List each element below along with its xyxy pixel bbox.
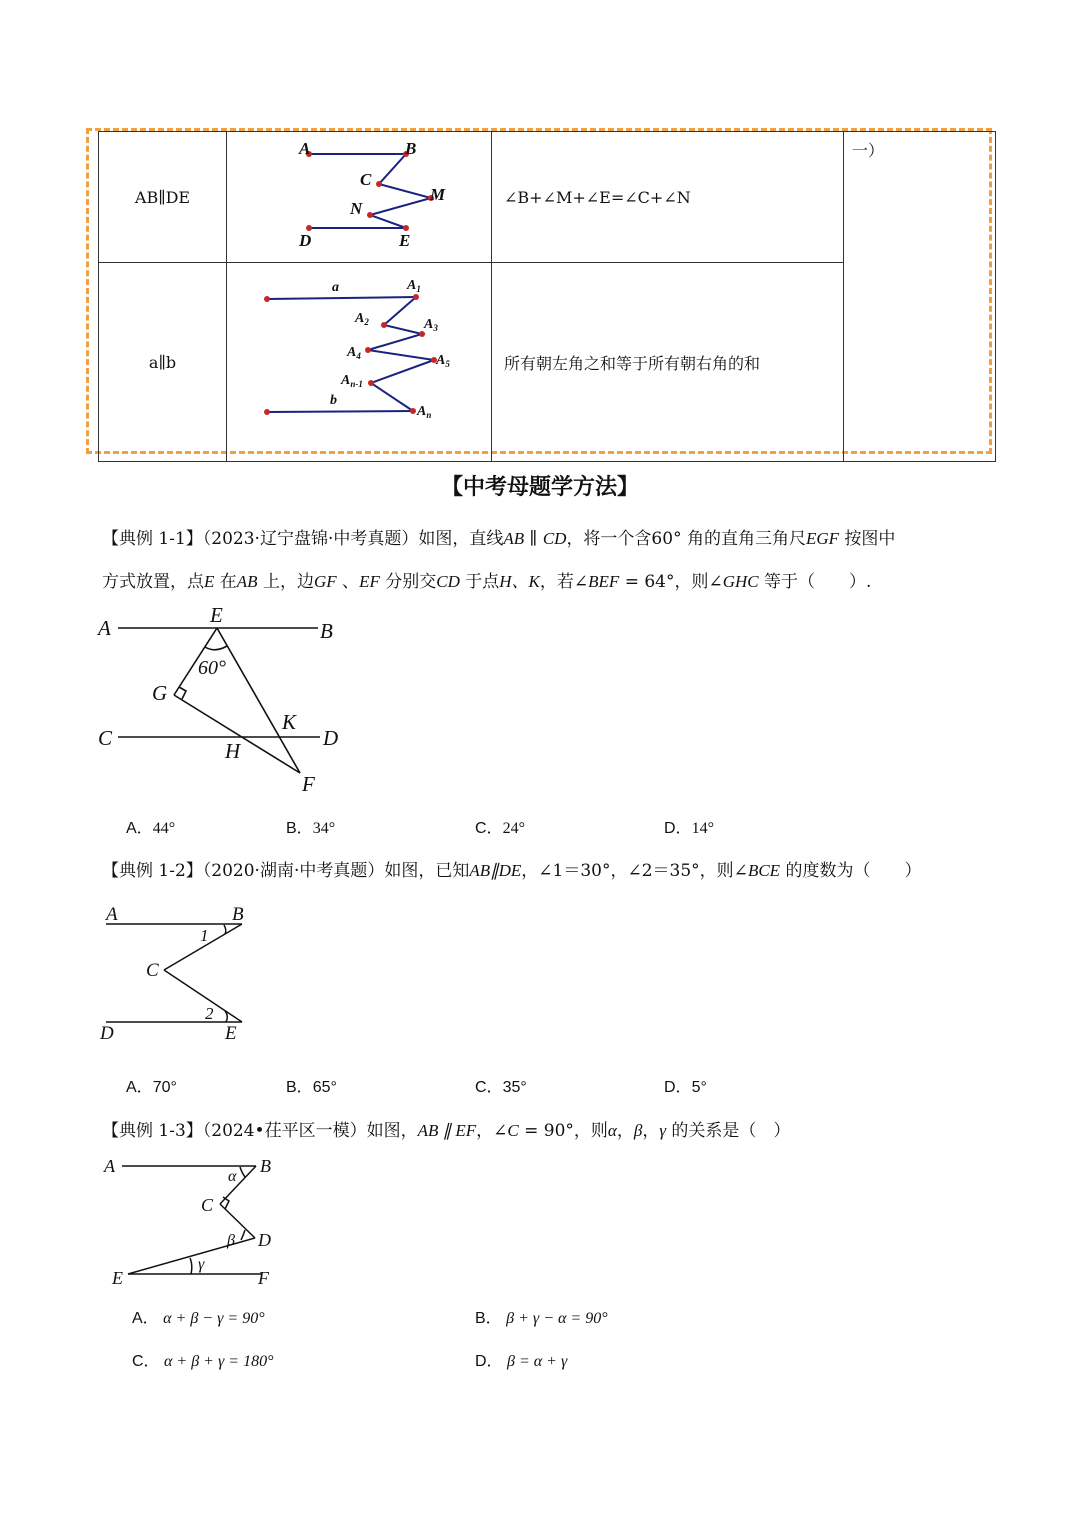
q2-figure [90,898,290,1048]
q1-option-d[interactable]: D．14° [664,820,714,837]
label-1: 1 [200,926,209,945]
label-alpha: α [228,1168,237,1185]
q3-option-d[interactable]: D． β = α + γ [475,1353,568,1370]
property-table [98,131,996,462]
label-D: D [323,726,339,750]
q3-line: 【典例 1-3】（2024•茌平区一模）如图，AB ∥ EF，∠C = 90°，则α，β，γ 的关系是（ ） [102,1121,791,1141]
label-E: E [399,231,411,250]
figure-cell [227,132,492,263]
label-A2: $A_2$ [355,311,369,327]
q1-line1: 【典例 1-1】（2023·辽宁盘锦·中考真题）如图，直线AB ∥ CD，将一个含60° 角的直角三角尺EGF 按图中 [102,529,896,549]
label-E: E [210,603,223,627]
label-C: C [201,1195,214,1215]
label-N: N [350,199,363,218]
label-D: D [100,1023,114,1044]
label-A4: $A_4$ [347,345,361,361]
zigzag-figure-1 [227,132,491,258]
label-F: F [258,1268,269,1288]
conclusion-cell: ∠B+∠M+∠E=∠C+∠N [504,187,691,207]
q2-option-c[interactable]: C．35° [475,1079,527,1096]
label-A: A [299,139,311,158]
section-title: 【中考母题学方法】 [440,475,639,500]
label-An: $A_n$ [417,404,432,420]
q3-option-a[interactable]: A． α + β − γ = 90° [132,1310,265,1327]
label-D: D [299,231,312,250]
label-60deg: 60° [198,657,226,679]
condition-cell: a∥b [148,352,177,372]
q1-line2: 方式放置，点E 在AB 上，边GF 、EF 分别交CD 于点H、K，若∠BEF = 64°，则∠GHC 等于（ ）. [102,572,872,592]
label-A: A [104,1156,115,1176]
q3-figure [90,1150,290,1290]
q3-option-c[interactable]: C． α + β + γ = 180° [132,1353,274,1370]
label-B: B [260,1156,271,1176]
q2-option-b[interactable]: B．65° [286,1079,337,1096]
label-K: K [282,710,297,734]
label-A1: $A_1$ [407,278,421,294]
label-B: B [405,139,417,158]
label-An-1: $A_{n-1}$ [341,373,363,389]
q1-option-a[interactable]: A．44° [126,820,176,837]
label-C: C [360,170,372,189]
label-B: B [320,619,333,643]
label-beta: β [227,1232,235,1249]
label-H: H [225,739,241,763]
conclusion-cell: 所有朝左角之和等于所有朝右角的和 [504,353,761,373]
label-G: G [152,681,168,705]
q2-option-a[interactable]: A．70° [126,1079,177,1096]
zigzag-figure-2 [227,263,491,457]
q1-option-b[interactable]: B．34° [286,820,336,837]
label-M: M [430,185,446,204]
label-b: b [330,393,337,408]
table-row [99,132,996,263]
label-E: E [112,1268,123,1288]
label-B: B [232,904,244,925]
label-A: A [98,616,111,640]
label-a: a [332,280,339,295]
label-C: C [146,960,159,981]
label-A5: $A_5$ [436,353,450,369]
label-gamma: γ [198,1256,205,1273]
q2-option-d[interactable]: D．5° [664,1079,707,1096]
label-F: F [302,772,315,796]
q1-figure [90,600,360,800]
label-C: C [98,726,113,750]
q2-line: 【典例 1-2】（2020·湖南·中考真题）如图，已知AB∥DE，∠1＝30°，∠2＝35°，则∠BCE 的度数为（ ） [102,861,922,881]
side-note: 一） [852,141,885,160]
label-A: A [106,904,118,925]
figure-cell [227,263,492,462]
label-E: E [225,1023,237,1044]
label-A3: $A_3$ [424,317,438,333]
label-D: D [258,1230,271,1250]
label-2: 2 [205,1004,214,1023]
q3-option-b[interactable]: B． β + γ − α = 90° [475,1310,608,1327]
condition-cell: AB∥DE [134,187,191,207]
q1-option-c[interactable]: C．24° [475,820,525,837]
